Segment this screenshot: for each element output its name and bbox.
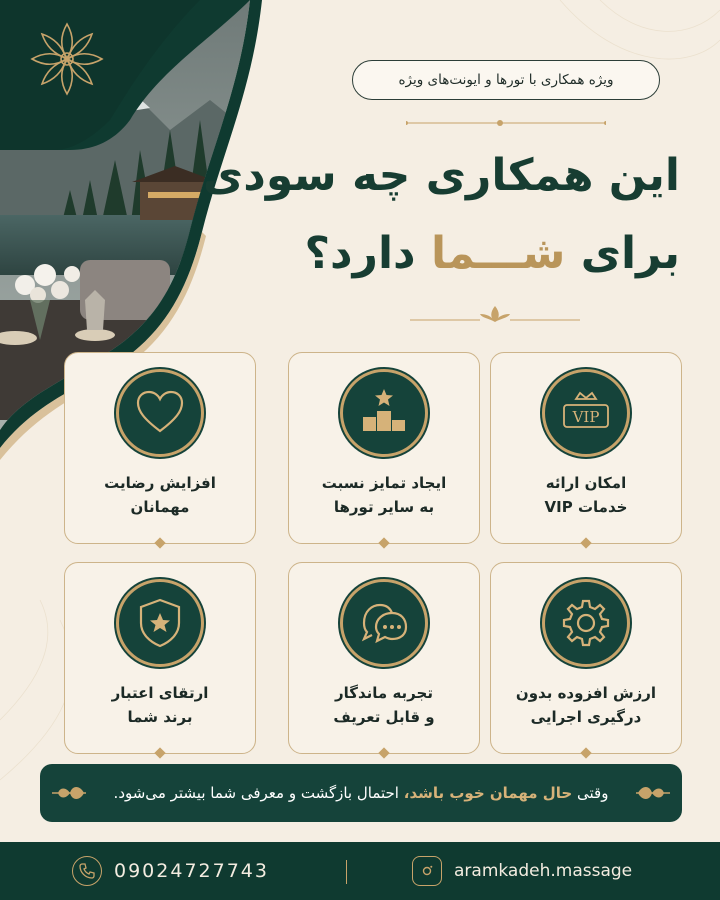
headline-highlight: شـــما: [430, 228, 566, 279]
benefit-text: تجربه ماندگار و قابل تعریف: [333, 684, 435, 726]
heart-icon: [116, 369, 204, 457]
podium-star-icon: [340, 369, 428, 457]
title-divider: [410, 304, 580, 328]
ornament-right-icon: [632, 781, 672, 805]
instagram-contact[interactable]: [412, 856, 632, 886]
headline-line1: این همکاری چه سودی: [202, 150, 680, 201]
tagline-prefix: وقتی: [577, 784, 609, 802]
headline-prefix: برای: [580, 228, 680, 279]
benefit-card-satisfaction: [64, 352, 256, 544]
shield-star-icon: [116, 579, 204, 667]
benefit-text: امکان ارائه خدمات VIP: [544, 474, 628, 516]
benefit-text: ایجاد تمایز نسبت به سایر تورها: [321, 474, 447, 516]
ornament-left-icon: [50, 781, 90, 805]
phone-number: 09024727743: [114, 860, 269, 882]
badge-text: ویژه همکاری با تورها و ایونت‌های ویژه: [398, 72, 614, 88]
phone-contact[interactable]: [72, 856, 269, 886]
instagram-handle: aramkadeh.massage: [454, 861, 633, 881]
badge-divider: [406, 118, 606, 128]
benefit-card-brand: [64, 562, 256, 754]
phone-icon: [72, 856, 102, 886]
benefit-card-value-added: [490, 562, 682, 754]
benefit-card-experience: [288, 562, 480, 754]
tagline-suffix: احتمال بازگشت و معرفی شما بیشتر می‌شود.: [113, 784, 399, 802]
benefit-card-distinction: [288, 352, 480, 544]
tagline-bar: [40, 764, 682, 822]
benefit-text: ارزش افزوده بدون درگیری اجرایی: [515, 684, 657, 726]
footer-divider: [346, 860, 347, 884]
benefit-text: افزایش رضایت مهمانان: [104, 474, 216, 516]
footer: [0, 842, 720, 900]
vip-crown-icon: [542, 369, 630, 457]
headline-line2: [305, 228, 680, 279]
svg-text:VIP: VIP: [572, 408, 600, 426]
benefit-text: ارتقای اعتبار برند شما: [111, 684, 209, 726]
audience-badge: [352, 60, 660, 100]
chat-bubbles-icon: [340, 579, 428, 667]
instagram-icon: [412, 856, 442, 886]
headline-suffix: دارد؟: [304, 228, 416, 279]
tagline-highlight: حال مهمان خوب باشد،: [403, 784, 573, 802]
benefit-card-vip: [490, 352, 682, 544]
lotus-logo-icon: [22, 14, 112, 104]
gear-icon: [542, 579, 630, 667]
